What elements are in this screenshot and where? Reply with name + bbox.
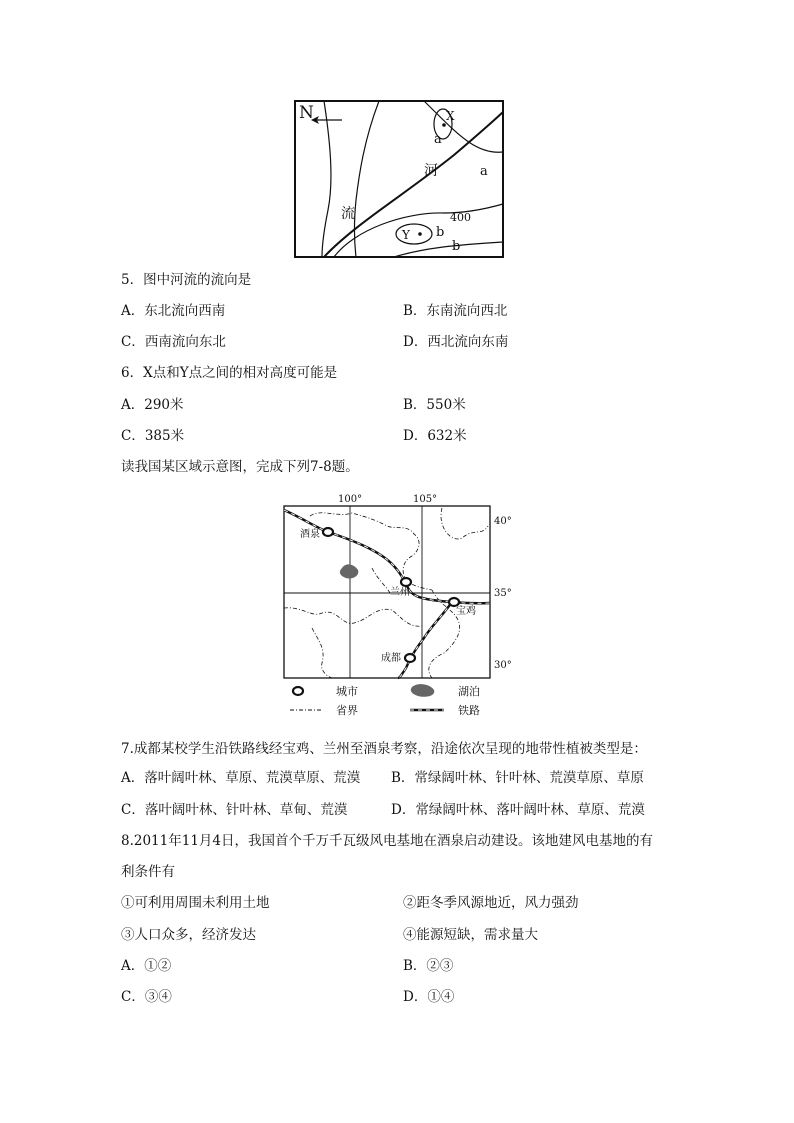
label-a1: a — [434, 132, 442, 147]
q6-option-a: A．290米 — [121, 397, 184, 413]
city-lanzhou-label: 兰州 — [390, 587, 410, 598]
lon-105-label: 105° — [413, 494, 438, 505]
point-y-label: Y — [402, 228, 410, 242]
point-x-label: X — [446, 109, 455, 123]
q8-statement-1: ①可利用周围未利用土地 — [121, 895, 270, 911]
q8-statement-2: ②距冬季风源地近，风力强劲 — [403, 895, 579, 911]
q7-option-c: C．落叶阔叶林、针叶林、草甸、荒漠 — [121, 802, 348, 818]
label-b2: b — [452, 239, 461, 254]
legend-railway-label: 铁路 — [458, 704, 480, 717]
q7-option-d: D．常绿阔叶林、落叶阔叶林、草原、荒漠 — [391, 802, 645, 818]
lat-40-label: 40° — [494, 516, 512, 527]
q8-statement-4: ④能源短缺，需求量大 — [403, 927, 538, 943]
city-baoji-label: 宝鸡 — [456, 606, 476, 617]
q6-option-d: D．632米 — [403, 428, 467, 444]
q7-option-b: B．常绿阔叶林、针叶林、荒漠草原、草原 — [391, 770, 644, 786]
legend-border-label: 省界 — [336, 704, 358, 717]
city-jiuquan-label: 酒泉 — [300, 529, 320, 540]
lat-30-label: 30° — [494, 660, 512, 671]
city-baoji-icon — [449, 598, 459, 606]
legend-city-icon — [293, 687, 303, 695]
q8-option-a: A．①② — [121, 958, 172, 974]
q6-stem: 6．X点和Y点之间的相对高度可能是 — [121, 365, 338, 381]
point-x — [442, 123, 446, 127]
q7-option-a: A．落叶阔叶林、草原、荒漠草原、荒漠 — [121, 770, 361, 786]
point-y — [418, 232, 422, 236]
river-char-1: 河 — [424, 163, 438, 179]
q8-option-c: C．③④ — [121, 989, 172, 1005]
label-a2: a — [480, 164, 488, 179]
q8-stem-line2: 利条件有 — [121, 864, 175, 880]
q8-option-d: D．①④ — [403, 989, 455, 1005]
city-chengdu-label: 成都 — [381, 653, 401, 664]
contour-400-label: 400 — [450, 211, 471, 224]
river-char-2: 流 — [341, 206, 355, 222]
label-b1: b — [436, 225, 445, 240]
city-lanzhou-icon — [401, 578, 411, 586]
contour-map — [294, 100, 504, 258]
q5-option-b: B．东南流向西北 — [403, 303, 508, 319]
q5-option-d: D．西北流向东南 — [403, 334, 509, 350]
region-map — [282, 488, 518, 720]
q5-option-a: A．东北流向西南 — [121, 303, 226, 319]
q5-option-c: C．西南流向东北 — [121, 334, 226, 350]
q5-stem: 5．图中河流的流向是 — [121, 272, 252, 288]
q6-option-b: B．550米 — [403, 397, 466, 413]
lon-100-label: 100° — [338, 494, 363, 505]
lat-35-label: 35° — [494, 588, 512, 599]
q7-stem: 7.成都某校学生沿铁路线经宝鸡、兰州至酒泉考察，沿途依次呈现的地带性植被类型是： — [121, 741, 647, 757]
legend-lake-label: 湖泊 — [458, 685, 480, 698]
q8-option-b: B．②③ — [403, 958, 454, 974]
q8-stem-line1: 8.2011年11月4日，我国首个千万千瓦级风电基地在酒泉启动建设。该地建风电基地的有 — [121, 833, 654, 849]
north-label: N — [299, 103, 314, 123]
city-jiuquan-icon — [323, 528, 333, 536]
city-chengdu-icon — [405, 654, 415, 662]
legend-lake-icon — [411, 684, 434, 697]
q8-statement-3: ③人口众多，经济发达 — [121, 927, 256, 943]
q6-option-c: C．385米 — [121, 428, 185, 444]
legend-city-label: 城市 — [336, 685, 358, 698]
intro-7-8: 读我国某区域示意图，完成下列7-8题。 — [121, 459, 359, 475]
